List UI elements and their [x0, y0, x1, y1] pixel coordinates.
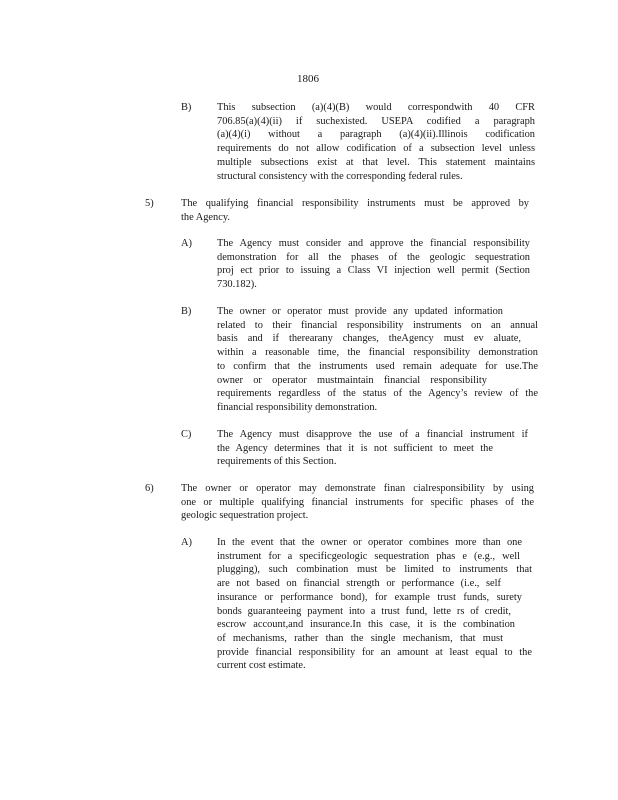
text-line: the Agency determines that it is not sufficient to meet the	[217, 442, 493, 454]
item-label: A)	[181, 238, 192, 249]
item-label: 6)	[145, 483, 154, 494]
text-line: 730.182).	[217, 279, 257, 291]
item-text	[217, 536, 532, 673]
text-line: The owner or operator must provide any updated information	[217, 306, 503, 317]
text-line: within a reasonable time, the financial responsibility demonstration	[217, 347, 538, 359]
text-line: the Agency.	[181, 211, 230, 223]
item-text	[181, 197, 529, 224]
text-line: The Agency must disapprove the use of a financial instrument if	[217, 429, 528, 440]
item-label: C)	[181, 429, 192, 440]
item-text	[217, 305, 538, 415]
text-line: financial responsibility demonstration.	[217, 401, 378, 413]
text-line: insurance or performance bond), for example trust funds, surety	[217, 591, 522, 603]
text-line: structural consistency with the corresponding federal rules.	[217, 170, 463, 182]
text-line: to confirm that the instruments used remain adequate for use.The	[217, 360, 538, 372]
item-text	[217, 237, 530, 292]
text-line: escrow account,and insurance.In this case, it is the combination	[217, 619, 515, 631]
text-line: plugging), such combination must be limited to instruments that	[217, 564, 532, 576]
item-text	[217, 101, 535, 183]
item-label: B)	[181, 102, 192, 113]
text-line: requirements do not allow codification of a subsection level unless	[217, 143, 535, 155]
item-label: 5)	[145, 198, 154, 209]
item-text	[217, 428, 528, 469]
text-line: requirements regardless of the status of the Agency’s review of the	[217, 388, 538, 400]
item-text	[181, 482, 534, 523]
text-line: provide financial responsibility for an amount at least equal to the	[217, 646, 532, 658]
item-label: B)	[181, 306, 192, 317]
text-line: This subsection (a)(4)(B) would correspondwith 40 CFR	[217, 102, 535, 113]
text-line: The Agency must consider and approve the financial responsibility	[217, 238, 530, 249]
text-line: owner or operator mustmaintain financial responsibility	[217, 374, 487, 386]
text-line: proj ect prior to issuing a Class VI injection well permit (Section	[217, 265, 530, 277]
text-line: requirements of this Section.	[217, 456, 337, 468]
text-line: 706.85(a)(4)(ii) if suchexisted. USEPA codified a paragraph	[217, 115, 535, 127]
text-line: instrument for a specificgeologic sequestration phas e (e.g., well	[217, 550, 520, 562]
text-line: geologic sequestration project.	[181, 510, 309, 522]
text-line: bonds guaranteeing payment into a trust fund, lette rs of credit,	[217, 605, 511, 617]
text-line: demonstration for all the phases of the geologic sequestration	[217, 251, 530, 263]
text-line: The qualifying financial responsibility instruments must be approved by	[181, 198, 529, 209]
text-line: current cost estimate.	[217, 660, 306, 672]
item-label: A)	[181, 537, 192, 548]
text-line: are not based on financial strength or performance (i.e., self	[217, 578, 501, 590]
text-line: one or multiple qualifying financial instruments for specific phases of the	[181, 496, 534, 508]
page-number: 1806	[297, 73, 319, 85]
text-line: The owner or operator may demonstrate finan cialresponsibility by using	[181, 483, 534, 494]
text-line: In the event that the owner or operator combines more than one	[217, 537, 522, 548]
text-line: of mechanisms, rather than the single mechanism, that must	[217, 632, 503, 644]
text-line: (a)(4)(i) without a paragraph (a)(4)(ii).Illinois codification	[217, 129, 535, 141]
text-line: related to their financial responsibility instruments on an annual	[217, 319, 538, 331]
text-line: multiple subsections exist at that level. This statement maintains	[217, 156, 535, 168]
text-line: basis and if therearany changes, theAgency must ev aluate,	[217, 333, 521, 345]
